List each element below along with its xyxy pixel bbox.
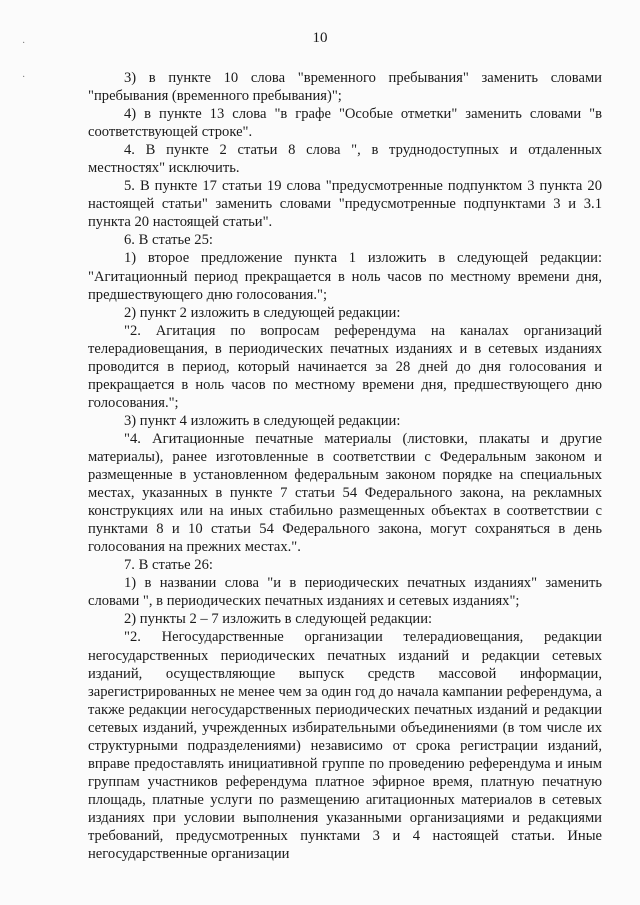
paragraph-4: 5. В пункте 17 статьи 19 слова "предусмотренные подпунктом 3 пункта 20 настоящей статьи" заменить словами "предусмотренные подпунктами 3 и 3.1 пункта 20 настоящей статьи".	[88, 178, 602, 231]
margin-mark: ·	[22, 72, 26, 83]
paragraph-13: 2) пункты 2 – 7 изложить в следующей редакции:	[124, 611, 433, 628]
margin-mark: ·	[22, 38, 26, 49]
paragraph-10: "4. Агитационные печатные материалы (листовки, плакаты и другие материалы), ранее изготовленные в соответствии с Федеральным законом и размещенные в установленном федеральным законом порядке на специальных местах, указанных в пункте 7 статьи 54 Федерального закона, на рекламных конструкциях или на иных стабильно размещенных объектах в соответствии с пунктами 8 и 10 статьи 54 Федерального закона, могут сохраняться в день голосования на прежних местах.".	[88, 430, 602, 556]
paragraph-2: 4) в пункте 13 слова "в графе "Особые отметки" заменить словами "в соответствующей строке".	[88, 106, 602, 141]
paragraph-8: "2. Агитация по вопросам референдума на каналах организаций телерадиовещания, в периодических печатных изданиях и в сетевых изданиях проводится в период, который начинается за 28 дней до дня голосования и прекращается в ноль часов по местному времени дня, предшествующего дню голосования.";	[88, 322, 602, 411]
paragraph-12: 1) в названии слова "и в периодических печатных изданиях" заменить словами ", в периодических печатных изданиях и сетевых изданиях";	[88, 575, 602, 610]
paragraph-6: 1) второе предложение пункта 1 изложить в следующей редакции: "Агитационный период прекращается в ноль часов по местному времени дня, предшествующего дню голосования.";	[88, 250, 602, 303]
paragraph-9: 3) пункт 4 изложить в следующей редакции:	[124, 412, 401, 429]
paragraph-11: 7. В статье 26:	[124, 557, 213, 574]
paragraph-1: 3) в пункте 10 слова "временного пребывания" заменить словами "пребывания (временного пребывания)";	[88, 70, 602, 105]
paragraph-3: 4. В пункте 2 статьи 8 слова ", в труднодоступных и отдаленных местностях" исключить.	[88, 142, 602, 177]
document-body	[88, 69, 602, 863]
page-number: 10	[312, 30, 328, 46]
paragraph-5: 6. В статье 25:	[124, 232, 213, 249]
paragraph-7: 2) пункт 2 изложить в следующей редакции:	[124, 304, 401, 321]
paragraph-14: "2. Негосударственные организации телерадиовещания, редакции негосударственных периодических печатных изданий и редакции сетевых изданий, осуществляющие выпуск средств массовой информации, зарегистрированных не менее чем за один год до начала кампании референдума, а также редакции негосударственных периодических печатных изданий и редакции сетевых изданий, учрежденных избирательными объединениями (в том числе их структурными подразделениями) независимо от срока регистрации изданий, вправе предоставлять инициативной группе по проведению референдума и иным группам участников референдума платное эфирное время, платную печатную площадь, платные услуги по размещению агитационных материалов в сетевых изданиях при условии выполнения указанными организациями и редакциями требований, предусмотренных пунктами 3 и 4 настоящей статьи. Иные негосударственные организации	[88, 629, 602, 863]
